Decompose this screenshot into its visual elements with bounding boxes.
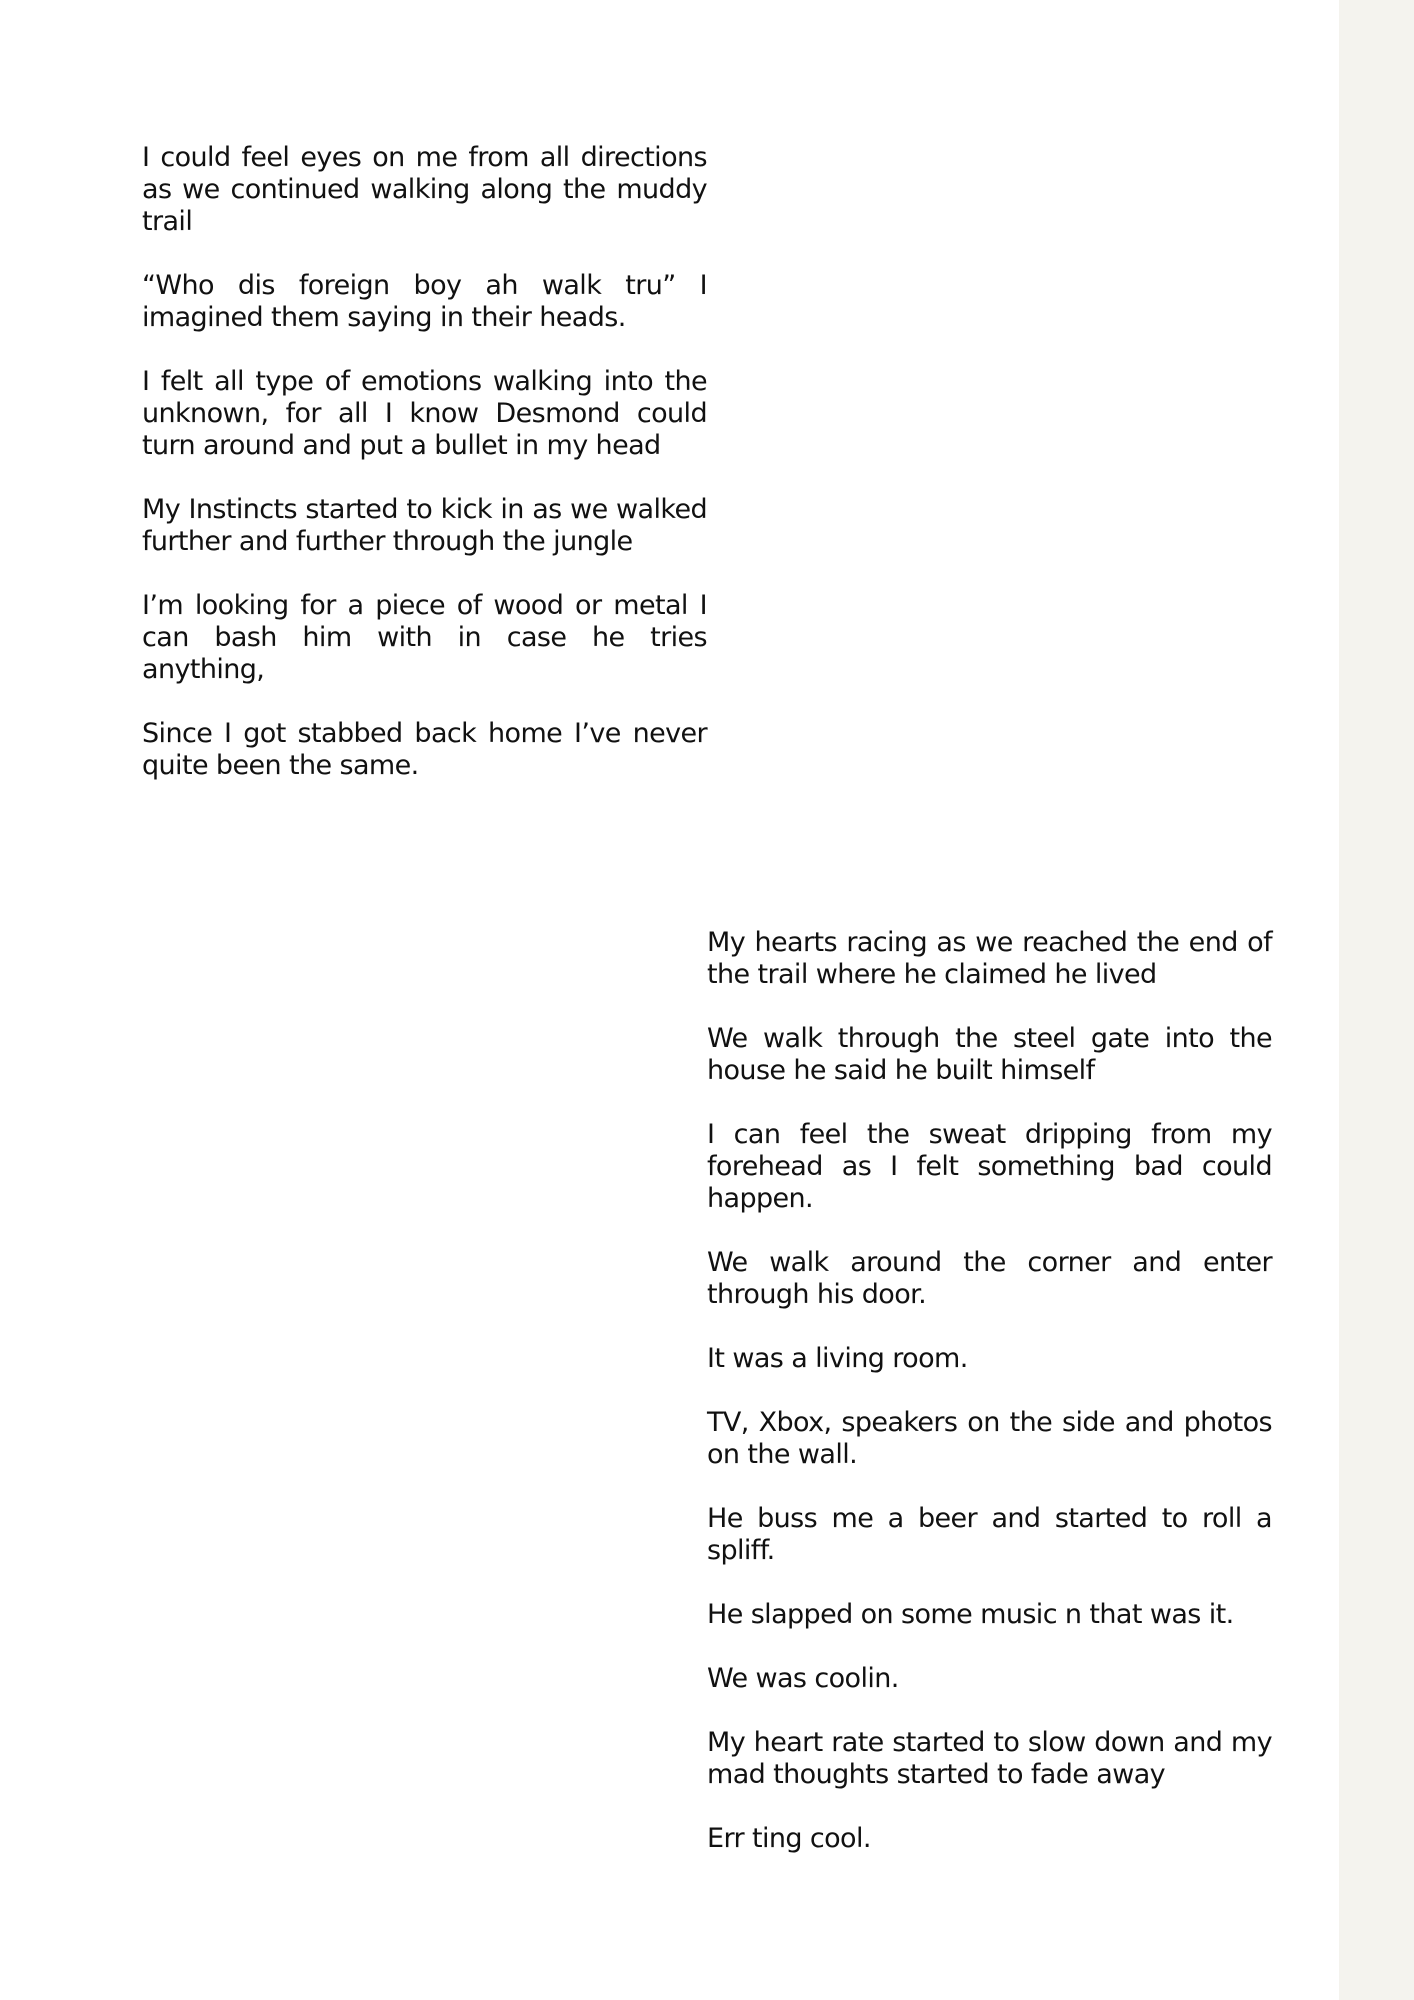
right-text-column	[707, 927, 1272, 1855]
paragraph: I can feel the sweat dripping from my forehead as I felt something bad could happen.	[707, 1119, 1272, 1214]
paragraph: I’m looking for a piece of wood or metal I can bash him with in case he tries anything,	[142, 590, 707, 685]
paragraph: I felt all type of emotions walking into the unknown, for all I know Desmond could turn around and put a bullet in my head	[142, 366, 707, 461]
paragraph: Err ting cool.	[707, 1823, 871, 1854]
paragraph: I could feel eyes on me from all directions as we continued walking along the muddy trail	[142, 142, 707, 237]
paragraph: We walk through the steel gate into the house he said he built himself	[707, 1023, 1272, 1086]
paragraph: My Instincts started to kick in as we walked further and further through the jungle	[142, 494, 707, 557]
paragraph: He buss me a beer and started to roll a spliff.	[707, 1503, 1272, 1566]
paragraph: My heart rate started to slow down and my mad thoughts started to fade away	[707, 1727, 1272, 1790]
paragraph: “Who dis foreign boy ah walk tru” I imagined them saying in their heads.	[142, 270, 707, 333]
paragraph: It was a living room.	[707, 1343, 968, 1374]
paragraph: We was coolin.	[707, 1663, 899, 1694]
paragraph: We walk around the corner and enter through his door.	[707, 1247, 1272, 1310]
page-margin-strip	[1339, 0, 1414, 2000]
paragraph: TV, Xbox, speakers on the side and photos on the wall.	[707, 1407, 1272, 1470]
paragraph: Since I got stabbed back home I’ve never quite been the same.	[142, 718, 707, 781]
paragraph: He slapped on some music n that was it.	[707, 1599, 1234, 1630]
left-text-column	[142, 142, 707, 782]
paragraph: My hearts racing as we reached the end of the trail where he claimed he lived	[707, 927, 1272, 990]
